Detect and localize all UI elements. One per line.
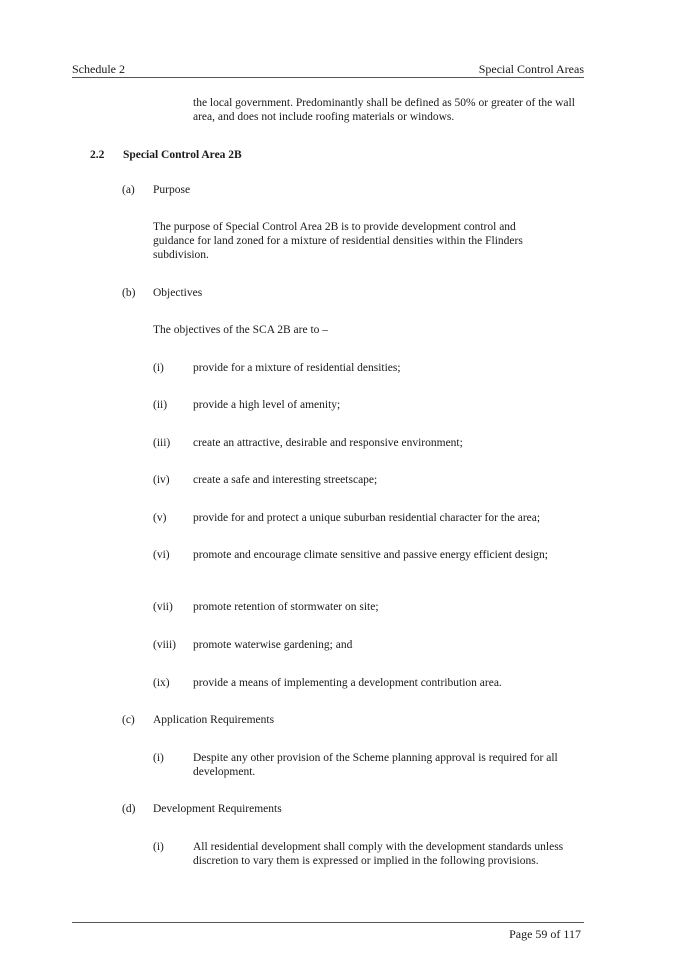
application-heading: Application Requirements <box>153 714 275 726</box>
objective-number: (v) <box>153 512 167 524</box>
objective-text: provide a high level of amenity; <box>193 399 341 411</box>
development-number: (d) <box>122 803 136 815</box>
objective-number: (vii) <box>153 601 173 613</box>
objectives-number: (b) <box>122 287 136 299</box>
objective-number: (iv) <box>153 474 170 486</box>
objective-number: (vi) <box>153 549 170 561</box>
development-item-text: All residential development shall comply with the development standards unless discretion to vary them is expressed or implied in the following provisions. <box>193 841 564 867</box>
objective-number: (viii) <box>153 639 176 651</box>
objective-text: promote and encourage climate sensitive and passive energy efficient design; <box>193 549 548 561</box>
purpose-paragraph: The purpose of Special Control Area 2B is to provide development control and guidance for land zoned for a mixture of residential densities within the Flinders subdivision. <box>153 221 523 261</box>
section-title: Special Control Area 2B <box>123 149 242 161</box>
page-number: Page 59 of 117 <box>509 927 581 941</box>
application-item-text: Despite any other provision of the Scheme planning approval is required for all development. <box>193 752 558 778</box>
objective-text: create a safe and interesting streetscape; <box>193 474 378 486</box>
objective-text: promote waterwise gardening; and <box>193 639 353 651</box>
development-item-number: (i) <box>153 841 164 853</box>
intro-paragraph: the local government. Predominantly shall be defined as 50% or greater of the wall area, and does not include roofing materials or windows. <box>193 97 575 123</box>
purpose-heading: Purpose <box>153 184 191 196</box>
application-item-number: (i) <box>153 752 164 764</box>
purpose-number: (a) <box>122 184 135 196</box>
objective-text: promote retention of stormwater on site; <box>193 601 379 613</box>
section-number: 2.2 <box>90 149 105 161</box>
objective-number: (ii) <box>153 399 168 411</box>
header-divider <box>72 77 584 78</box>
objective-number: (iii) <box>153 437 171 449</box>
application-number: (c) <box>122 714 135 726</box>
development-heading: Development Requirements <box>153 803 282 815</box>
objective-number: (ix) <box>153 677 170 689</box>
objectives-lead: The objectives of the SCA 2B are to – <box>153 324 329 336</box>
objective-text: provide a means of implementing a development contribution area. <box>193 677 502 689</box>
objective-text: provide for and protect a unique suburban residential character for the area; <box>193 512 541 524</box>
objective-number: (i) <box>153 362 164 374</box>
objective-text: create an attractive, desirable and responsive environment; <box>193 437 463 449</box>
header-schedule-label: Schedule 2 <box>72 62 125 76</box>
objectives-heading: Objectives <box>153 287 203 299</box>
header-section-label: Special Control Areas <box>478 62 584 76</box>
objective-text: provide for a mixture of residential densities; <box>193 362 401 374</box>
footer-divider <box>72 922 584 923</box>
